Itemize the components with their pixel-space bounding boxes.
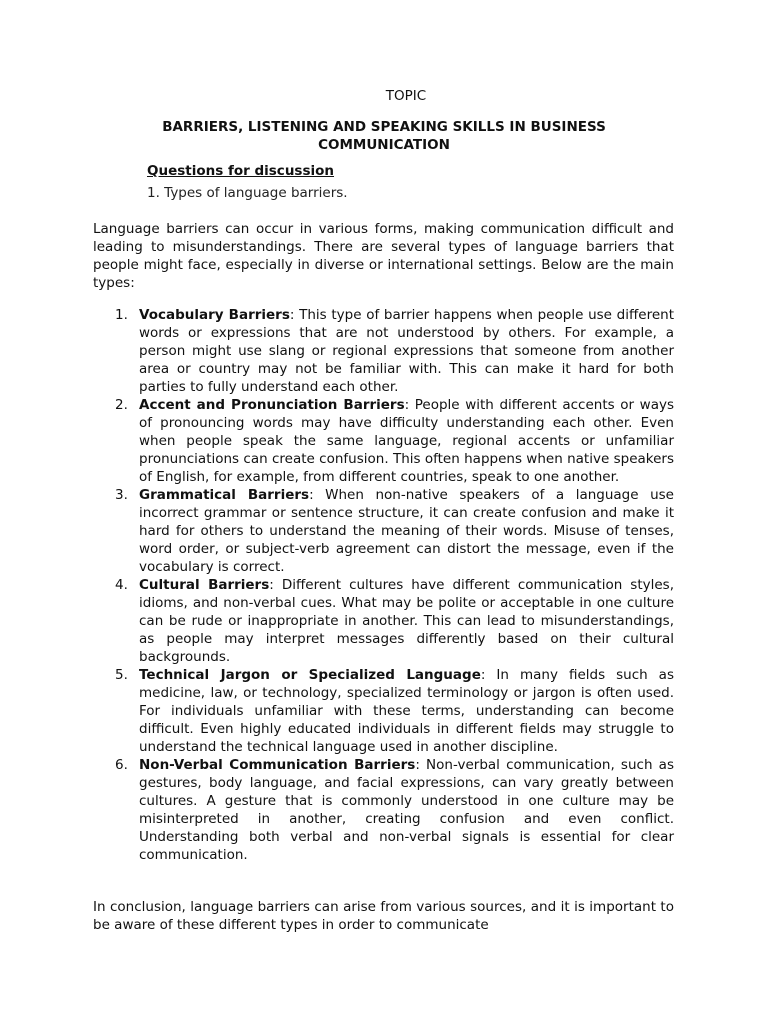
list-item [115,576,675,666]
document-title: BARRIERS, LISTENING AND SPEAKING SKILLS IN BUSINESS COMMUNICATION [162,119,606,153]
questions-heading: Questions for discussion [147,163,335,179]
list-item-number: 2. [115,397,128,413]
list-item-text: : Non-verbal communication, such as gestures, body language, and facial expressions, can vary greatly between cultures. A gesture that is commonly understood in one culture may be misinterpreted in another, creating confusion and even conflict. Understanding both verbal and non-verbal signals is essential for clear communication. [139,757,674,863]
list-item-text: : People with different accents or ways of pronouncing words may have difficulty understanding each other. Even when people speak the same language, regional accents or unfamiliar pronunciations can create confusion. This often happens when native speakers of English, for example, from different countries, speak to one another. [139,397,675,485]
list-item [115,666,674,756]
question-item: 1. Types of language barriers. [147,185,348,201]
list-item-term: Cultural Barriers [139,577,270,593]
list-item-number: 3. [115,487,128,503]
conclusion-paragraph: In conclusion, language barriers can arise from various sources, and it is important to be aware of these different types in order to communicate [93,899,674,933]
list-item-term: Technical Jargon or Specialized Language [139,667,481,683]
list-item [115,306,674,396]
list-item [115,486,674,576]
list-item [115,396,675,486]
list-item-term: Non-Verbal Communication Barriers [139,757,416,773]
list-item-text: : Different cultures have different communication styles, idioms, and non-verbal cues. What may be polite or acceptable in one culture can be rude or inappropriate in another. This can lead to misunderstandings, as people may interpret messages differently based on their cultural backgrounds. [139,577,675,665]
barriers-list [115,306,675,864]
topic-label: TOPIC [385,88,427,104]
list-item-term: Accent and Pronunciation Barriers [139,397,405,413]
list-item-number: 5. [115,667,128,683]
list-item-text: : In many fields such as medicine, law, or technology, specialized terminology or jargon is often used. For individuals unfamiliar with these terms, understanding can become difficult. Even highly educated individuals in different fields may struggle to understand the technical language used in another discipline. [139,667,674,755]
list-item-text: : When non-native speakers of a language use incorrect grammar or sentence structure, it can create confusion and make it hard for others to understand the meaning of their words. Misuse of tenses, word order, or subject-verb agreement can distort the message, even if the vocabulary is correct. [139,487,674,575]
list-item-number: 4. [115,577,128,593]
list-item-text: : This type of barrier happens when people use different words or expressions that are not understood by others. For example, a person might use slang or regional expressions that someone from another area or country may not be familiar with. This can make it hard for both parties to fully understand each other. [139,307,674,395]
list-item-number: 6. [115,757,128,773]
list-item-term: Vocabulary Barriers [139,307,290,323]
list-item-number: 1. [115,307,128,323]
list-item [115,756,674,864]
intro-paragraph: Language barriers can occur in various forms, making communication difficult and leading to misunderstandings. There are several types of language barriers that people might face, especially in diverse or international settings. Below are the main types: [93,221,674,291]
list-item-term: Grammatical Barriers [139,487,310,503]
